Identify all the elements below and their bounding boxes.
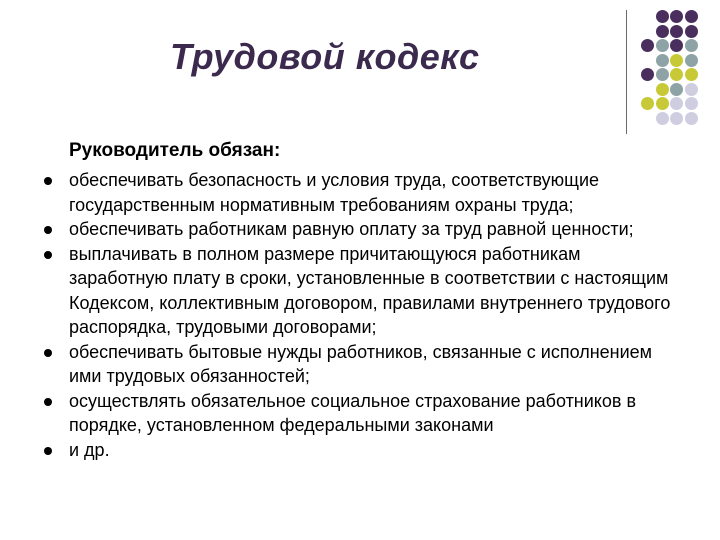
- list-item-text: обеспечивать работникам равную оплату за труд равной ценности;: [69, 219, 634, 239]
- decorative-dot: [670, 25, 683, 38]
- decorative-dot: [656, 10, 669, 23]
- decorative-dot: [670, 10, 683, 23]
- list-item-text: и др.: [69, 439, 110, 460]
- decorative-dot: [641, 68, 654, 81]
- decorative-dot: [670, 83, 683, 96]
- bullet-icon: [44, 447, 52, 455]
- decorative-dot: [685, 83, 698, 96]
- list-item-text: обеспечивать бытовые нужды работников, связанные с исполнением ими трудовых обязанностей;: [69, 341, 653, 386]
- decorative-dot: [656, 54, 669, 67]
- list-item-text: обеспечивать безопасность и условия труда, соответствующие государственным нормативным требованиям охраны труда;: [69, 170, 600, 215]
- decorative-dot: [685, 97, 698, 110]
- bullet-icon: [44, 226, 52, 234]
- list-item: [44, 168, 684, 217]
- list-item: [44, 438, 684, 463]
- bullet-icon: [44, 177, 52, 185]
- decorative-dot: [670, 97, 683, 110]
- decorative-dot: [670, 112, 683, 125]
- decorative-dot: [641, 97, 654, 110]
- list-item: [44, 242, 684, 340]
- decorative-dot: [656, 83, 669, 96]
- decorative-divider: [626, 10, 627, 134]
- decorative-dot: [670, 39, 683, 52]
- decorative-dot: [685, 112, 698, 125]
- decorative-dot: [641, 39, 654, 52]
- list-item: [44, 217, 684, 242]
- slide-title: Трудовой кодекс: [170, 36, 480, 77]
- decorative-dot: [656, 112, 669, 125]
- decorative-dot-grid: [641, 10, 720, 120]
- list-item: [44, 340, 684, 389]
- decorative-dot: [670, 68, 683, 81]
- decorative-dot: [656, 68, 669, 81]
- list-item-text: осуществлять обязательное социальное страхование работников в порядке, установленном федеральными законами: [69, 390, 637, 435]
- decorative-dot: [656, 39, 669, 52]
- duties-list: [44, 168, 684, 462]
- decorative-dot: [670, 54, 683, 67]
- decorative-dot: [685, 54, 698, 67]
- decorative-dot: [656, 97, 669, 110]
- bullet-icon: [44, 251, 52, 259]
- subheading: Руководитель обязан:: [69, 140, 281, 161]
- decorative-dot: [685, 10, 698, 23]
- bullet-icon: [44, 349, 52, 357]
- decorative-dot: [685, 39, 698, 52]
- list-item-text: выплачивать в полном размере причитающуюся работникам заработную плату в сроки, установленные в соответствии с настоящим Кодексом, коллективным договором, правилами внутреннего трудового распорядка, трудовыми договорами;: [69, 243, 671, 337]
- decorative-dot: [685, 25, 698, 38]
- bullet-icon: [44, 398, 52, 406]
- decorative-dot: [656, 25, 669, 38]
- list-item: [44, 389, 684, 438]
- decorative-dot: [685, 68, 698, 81]
